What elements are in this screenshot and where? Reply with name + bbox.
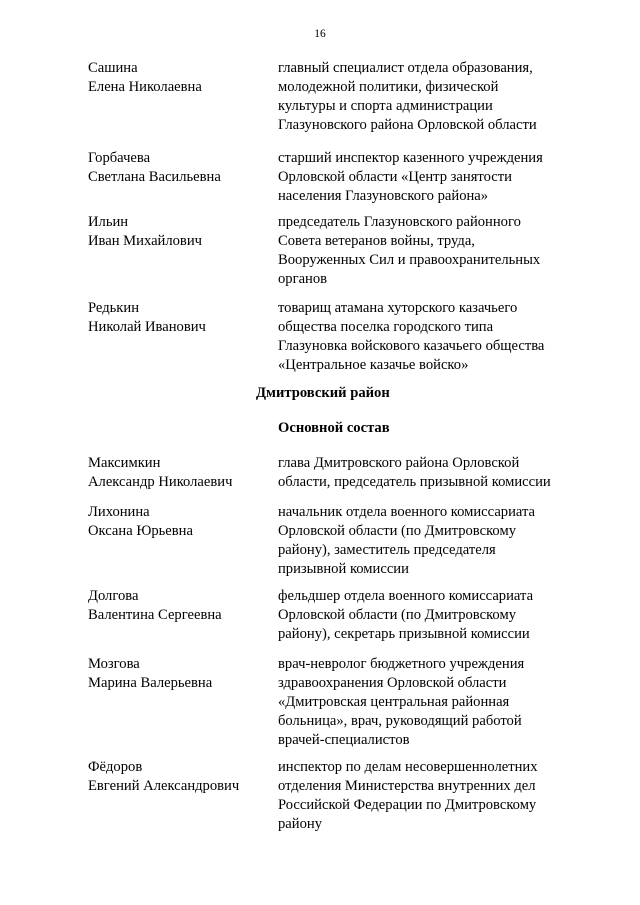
member-entry [88,587,568,644]
member-entry [88,149,568,206]
member-entry [88,59,568,135]
role-line: главный специалист отдела образования, [278,60,533,76]
member-role [278,587,568,644]
role-line: Глазуновка войскового казачьего общества [278,338,545,354]
surname: Долгова [88,588,139,604]
role-line: Вооруженных Сил и правоохранительных [278,252,541,268]
member-entry [88,503,568,579]
role-line: начальник отдела военного комиссариата [278,504,536,520]
surname: Максимкин [88,455,161,471]
given-names: Николай Иванович [88,319,206,335]
member-role [278,149,568,206]
surname: Фёдоров [88,759,143,775]
member-role [278,503,568,579]
member-role [278,655,568,750]
role-line: области, председатель призывной комиссии [278,474,551,490]
role-line: Орловской области (по Дмитровскому [278,523,516,539]
given-names: Евгений Александрович [88,778,240,794]
given-names: Валентина Сергеевна [88,607,222,623]
role-line: врач-невролог бюджетного учреждения [278,656,525,672]
role-line: населения Глазуновского района» [278,188,489,204]
surname: Редькин [88,300,139,316]
member-name [88,454,278,492]
surname: Ильин [88,214,129,230]
member-name [88,59,278,97]
role-line: председатель Глазуновского районного [278,214,521,230]
role-line: району [278,816,322,832]
member-name [88,503,278,541]
role-line: Совета ветеранов войны, труда, [278,233,475,249]
surname: Мозгова [88,656,140,672]
member-entry [88,299,568,375]
member-name [88,213,278,251]
surname: Горбачева [88,150,151,166]
role-line: призывной комиссии [278,561,409,577]
page-number: 16 [314,28,326,40]
role-line: общества поселка городского типа [278,319,494,335]
role-line: Глазуновского района Орловской области [278,117,537,133]
given-names: Иван Михайлович [88,233,202,249]
role-line: органов [278,271,328,287]
role-line: фельдшер отдела военного комиссариата [278,588,534,604]
member-name [88,299,278,337]
role-line: Орловской области (по Дмитровскому [278,607,516,623]
role-line: больница», врач, руководящий работой [278,713,522,729]
member-role [278,454,568,492]
subgroup-title: Основной состав [278,420,390,436]
role-line: району), заместитель председателя [278,542,496,558]
member-entry [88,655,568,750]
role-line: «Центральное казачье войско» [278,357,469,373]
member-entry [88,758,568,834]
member-entry [88,213,568,289]
role-line: старший инспектор казенного учреждения [278,150,543,166]
surname: Сашина [88,60,138,76]
role-line: отделения Министерства внутренних дел [278,778,536,794]
role-line: району), секретарь призывной комиссии [278,626,530,642]
role-line: глава Дмитровского района Орловской [278,455,520,471]
role-line: культуры и спорта администрации [278,98,493,114]
role-line: врачей-специалистов [278,732,410,748]
role-line: здравоохранения Орловской области [278,675,507,691]
role-line: товарищ атамана хуторского казачьего [278,300,518,316]
member-name [88,587,278,625]
given-names: Марина Валерьевна [88,675,213,691]
given-names: Оксана Юрьевна [88,523,193,539]
surname: Лихонина [88,504,150,520]
member-entry [88,454,568,492]
member-name [88,655,278,693]
role-line: инспектор по делам несовершеннолетних [278,759,538,775]
member-name [88,149,278,187]
district-title: Дмитровский район [256,385,390,401]
role-line: молодежной политики, физической [278,79,499,95]
role-line: Российской Федерации по Дмитровскому [278,797,537,813]
member-name [88,758,278,796]
given-names: Светлана Васильевна [88,169,221,185]
given-names: Елена Николаевна [88,79,202,95]
member-role [278,299,568,375]
given-names: Александр Николаевич [88,474,233,490]
member-role [278,59,568,135]
role-line: «Дмитровская центральная районная [278,694,510,710]
member-role [278,758,568,834]
role-line: Орловской области «Центр занятости [278,169,512,185]
member-role [278,213,568,289]
